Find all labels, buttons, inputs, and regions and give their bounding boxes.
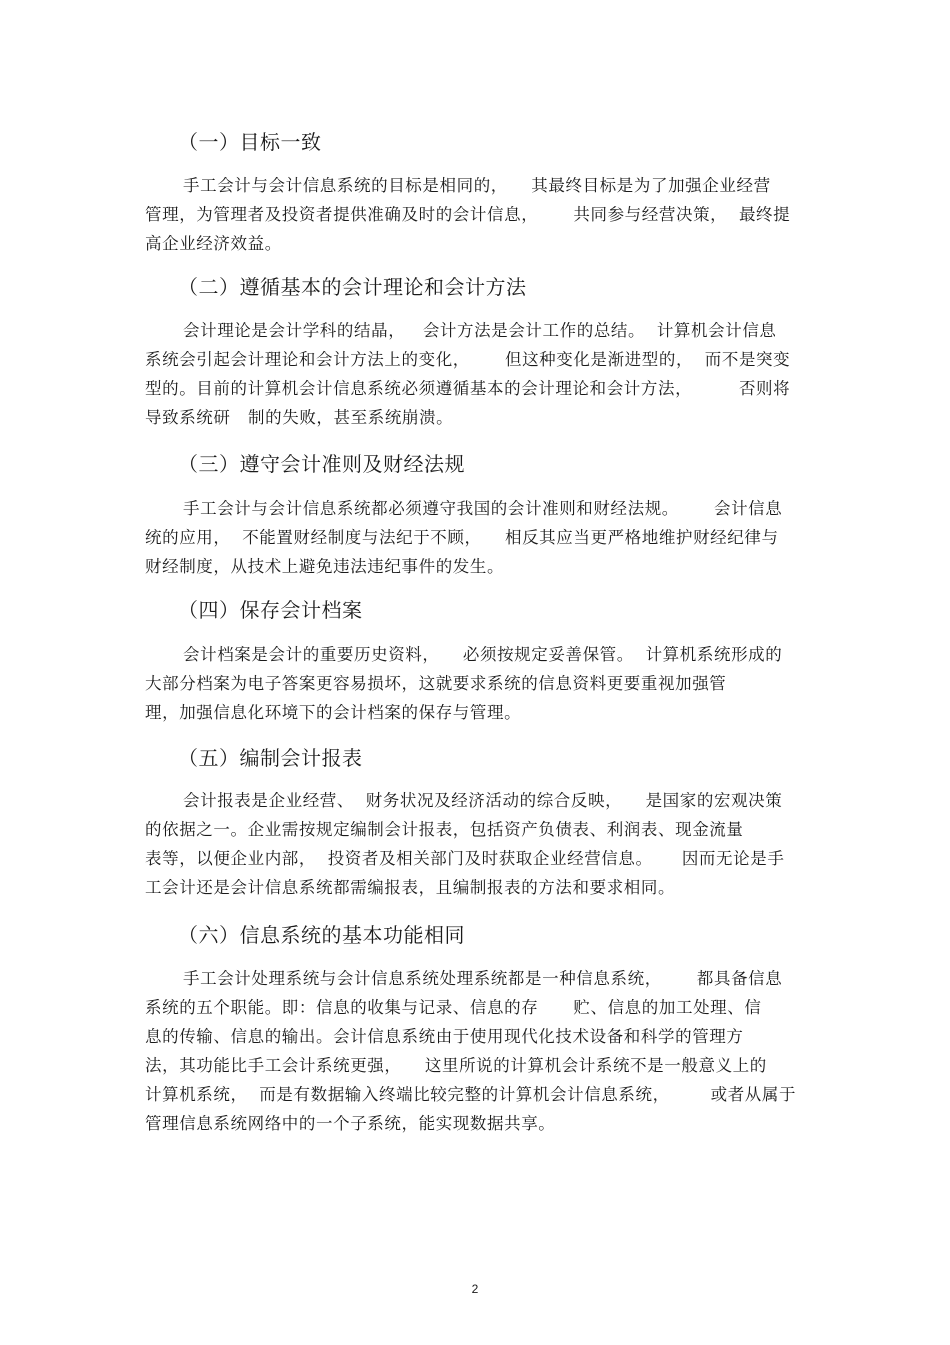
paragraph-line: 系统会引起会计理论和会计方法上的变化， 但这种变化是渐进型的， 而不是突变 xyxy=(145,350,791,369)
paragraph-line: 工会计还是会计信息系统都需编报表，且编制报表的方法和要求相同。 xyxy=(145,878,676,897)
section-paragraph-1 xyxy=(145,171,815,258)
paragraph-line: 导致系统研 制的失败，甚至系统崩溃。 xyxy=(145,408,454,427)
paragraph-line: 手工会计与会计信息系统都必须遵守我国的会计准则和财经法规。 会计信息 xyxy=(183,499,783,518)
section-paragraph-2 xyxy=(145,316,815,432)
section-heading-3: （三）遵守会计准则及财经法规 xyxy=(178,452,465,476)
paragraph-line: 型的。目前的计算机会计信息系统必须遵循基本的会计理论和会计方法， 否则将 xyxy=(145,379,791,398)
page-number: 2 xyxy=(471,1282,479,1296)
section-heading-4: （四）保存会计档案 xyxy=(178,598,363,622)
section-heading-1: （一）目标一致 xyxy=(178,130,322,154)
paragraph-line: 财经制度，从技术上避免违法违纪事件的发生。 xyxy=(145,557,505,576)
section-paragraph-5 xyxy=(145,786,815,902)
paragraph-line: 高企业经济效益。 xyxy=(145,234,282,253)
paragraph-line: 手工会计与会计信息系统的目标是相同的， 其最终目标是为了加强企业经营 xyxy=(183,176,771,195)
paragraph-line: 系统的五个职能。即：信息的收集与记录、信息的存 贮、信息的加工处理、信 xyxy=(145,998,762,1017)
paragraph-line: 大部分档案为电子答案更容易损坏，这就要求系统的信息资料更要重视加强管 xyxy=(145,674,727,693)
paragraph-line: 计算机系统， 而是有数据输入终端比较完整的计算机会计信息系统， 或者从属于 xyxy=(145,1085,797,1104)
paragraph-line: 法，其功能比手工会计系统更强， 这里所说的计算机会计系统不是一般意义上的 xyxy=(145,1056,767,1075)
section-paragraph-3 xyxy=(145,494,815,581)
paragraph-line: 息的传输、信息的输出。会计信息系统由于使用现代化技术设备和科学的管理方 xyxy=(145,1027,744,1046)
paragraph-line: 会计档案是会计的重要历史资料， 必须按规定妥善保管。 计算机系统形成的 xyxy=(183,645,783,664)
paragraph-line: 手工会计处理系统与会计信息系统处理系统都是一种信息系统， 都具备信息 xyxy=(183,969,783,988)
section-paragraph-6 xyxy=(145,964,815,1138)
section-heading-5: （五）编制会计报表 xyxy=(178,746,363,770)
section-heading-2: （二）遵循基本的会计理论和会计方法 xyxy=(178,275,527,299)
paragraph-line: 会计理论是会计学科的结晶， 会计方法是会计工作的总结。 计算机会计信息 xyxy=(183,321,777,340)
paragraph-line: 表等，以便企业内部， 投资者及相关部门及时获取企业经营信息。 因而无论是手 xyxy=(145,849,785,868)
section-paragraph-4 xyxy=(145,640,815,727)
paragraph-line: 统的应用， 不能置财经制度与法纪于不顾， 相反其应当更严格地维护财经纪律与 xyxy=(145,528,779,547)
paragraph-line: 的依据之一。企业需按规定编制会计报表，包括资产负债表、利润表、现金流量 xyxy=(145,820,744,839)
section-heading-6: （六）信息系统的基本功能相同 xyxy=(178,923,465,947)
paragraph-line: 会计报表是企业经营、 财务状况及经济活动的综合反映， 是国家的宏观决策 xyxy=(183,791,783,810)
paragraph-line: 管理，为管理者及投资者提供准确及时的会计信息， 共同参与经营决策， 最终提 xyxy=(145,205,791,224)
paragraph-line: 理，加强信息化环境下的会计档案的保存与管理。 xyxy=(145,703,522,722)
paragraph-line: 管理信息系统网络中的一个子系统，能实现数据共享。 xyxy=(145,1114,556,1133)
